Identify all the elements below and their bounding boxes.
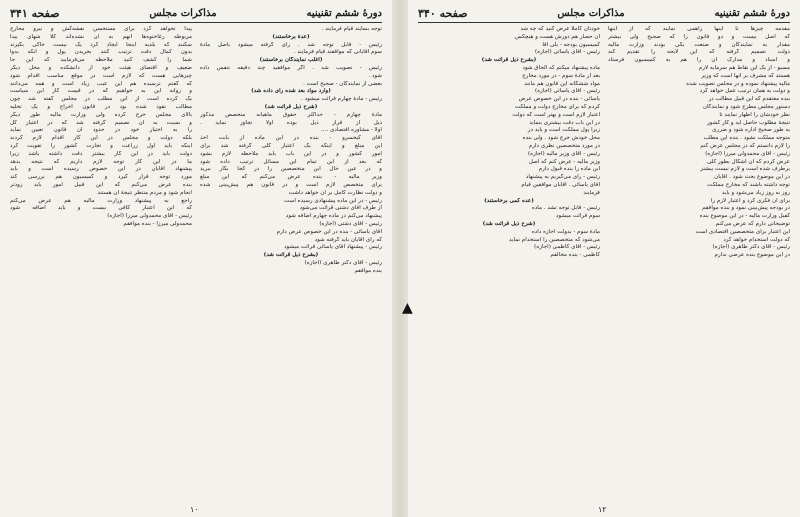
text-line: بالای مجلس خرج کرده ولی وزارت مالیه طور دیگر	[10, 111, 192, 118]
text-line: پیشنهاد آقایان در این خصوص رسیده است و باید	[10, 166, 192, 173]
right-header-page-number: صفحه ۳۴۰	[418, 6, 468, 20]
text-line: توضیحاتی دارم که عرض می‌کنم	[715, 220, 790, 227]
right-page-columns	[418, 26, 790, 496]
text-line: برطرف شده است و لازم نیست بیشتر	[700, 166, 790, 173]
text-line: بنده معتقدم که این قبیل مطالب در	[708, 96, 790, 103]
right-header-center: مذاکرات مجلس	[557, 7, 625, 19]
text-line: راجع به پیشنهاد وزارت مالیه هم عرض می‌کنم	[10, 197, 192, 204]
text-line: (عدهٔ برخاستند)	[272, 33, 310, 40]
text-line: این ماده را بنده قبول دارم	[538, 166, 600, 173]
text-line: کاظمی - بنده مخالفم	[550, 252, 600, 259]
text-line: و دولت به همان ترتیب عمل خواهد کرد	[699, 88, 790, 95]
text-line: رئیس - مادهٔ چهارم قرائت میشود .	[301, 96, 382, 103]
text-line: آقای یاسائی - بنده در این خصوص عرض دارم	[276, 228, 382, 235]
text-line: دستور مجلس مطرح شود و نمایندگان	[702, 103, 790, 110]
text-line: (وارد مواد بعد شده رأی داده شد)	[251, 88, 331, 95]
gutter-arrow-marker: ▲	[402, 300, 413, 316]
left-page-columns	[10, 26, 382, 496]
text-line: اولاً - مشاوره اقتصادی ....	[321, 127, 382, 134]
text-line: رئیس - رأی می‌گیریم به پیشنهاد	[525, 174, 600, 181]
text-line: ضعیف و اقتضای هیئت خود از دانشکده و محل دیگر	[10, 64, 192, 71]
text-line: محمدولی میرزا - بنده موافقم	[123, 220, 192, 227]
text-line: رئیس - در این ماده پیشنهادی رسیده است	[284, 197, 382, 204]
right-page	[408, 0, 800, 517]
text-line: مورد توجه قرار گیرد و کمیسیون هم بررسی کند	[10, 174, 192, 181]
text-line: را به اختیار خود در حدود آن قانون تعیین نماید	[10, 127, 192, 134]
text-line: و دولت نظارت کامل بر آن خواهد داشت	[288, 189, 382, 196]
text-line: رئیس - قابل توجه شد . رأی گرفته میشود باصل مادهٔ	[200, 41, 382, 48]
text-line: رئیس - آقای محمدولی میرزا (اجازه)	[107, 213, 192, 220]
text-line: زیرا پول مملکت است و باید در	[527, 127, 600, 134]
text-line: رئیس - آقای یاسائی (اجازه)	[535, 88, 600, 95]
right-page-header	[418, 6, 790, 23]
left-header-right: دورهٔ ششم تقنینیه	[306, 7, 382, 19]
text-line: و روانه این به خواهیم که در قیمت کار این سیاست	[10, 88, 192, 95]
text-line: مقدمه چیزها تا اینها راهمی نمایند که از اینها	[608, 26, 790, 32]
text-line: کفیل وزارت مالیه - در این موضوع بنده	[699, 213, 790, 220]
text-line: شود .	[368, 72, 382, 79]
text-line: در این موضوع بحث شود . آقایان	[714, 174, 790, 181]
text-line: رئیس - قابل توجه نشد . ماده	[531, 205, 600, 212]
text-line: بنده عرض می‌کنم که این قبیل امور باید زودتر	[10, 181, 192, 188]
text-line: سوم آقایانی که موافقند قیام فرمایند .	[293, 49, 382, 56]
text-line: مالیه پیشنهاد نموده و در مجلس تصویب شده	[686, 80, 790, 87]
text-line: وزیر مالیه - عرض کنم که اصل	[528, 158, 600, 165]
left-page-header	[10, 6, 382, 23]
text-line: روز به روز زیاد می‌شود و باید	[721, 189, 790, 196]
text-line: که بعد از این تمام این مسائل ترتیب داده شود	[200, 158, 382, 165]
text-line: نتیجهٔ مطلوب حاصل آید و کار کشور	[706, 119, 790, 126]
left-page-footer-number: ۱۰	[190, 505, 199, 514]
text-line: رئیس - آقای کاظمی (اجازه)	[534, 244, 600, 251]
text-line: رئیس - آقای محمدولی میرزا (اجازه)	[705, 150, 790, 157]
text-line: که این اعتبار کافی نیست و باید اضافه شود	[10, 205, 192, 212]
text-line: ذیل از قرار ذیل بوده اولاً تجاوز نماید .	[200, 119, 382, 126]
text-line: یاسائی - بنده در این خصوص عرض	[518, 96, 600, 103]
text-line: آن حصار هم دورش هست و هیچکس	[514, 33, 600, 40]
text-line: مسیو - از یک این نقاط هم سرمایه لازم	[698, 64, 790, 71]
text-line: آقای کیخسرو - بنده در این ماده از بابت اخذ	[200, 135, 382, 142]
text-line: این مبلغ و اینکه یک اعتبار کلی گرفته شد برای	[200, 142, 382, 149]
text-line: مادهٔ چهارم - حداکثر حقوق ماهیانه متخصص مذکور	[200, 111, 382, 118]
text-line: رئیس - آقای وزیر مالیه (اجازه)	[527, 150, 600, 157]
text-line: که اصل بیست و دو قانون را که صحیح ولی بیشتر	[608, 33, 790, 40]
text-line: که دولت استخدام خواهد کرد	[723, 236, 790, 243]
text-line: سوم قرائت میشود	[555, 213, 600, 220]
text-line: رئیس - آقای دکتر طاهری (اجازه)	[304, 259, 382, 266]
text-line: که گفتم نرسیده هم این عیب زیاد است و همه می‌دانند	[10, 80, 192, 87]
text-line: محل خودش خرج شود . ولی بنده	[522, 135, 600, 142]
right-page-column-right	[608, 26, 790, 496]
text-line: در مورد متخصصین نظری دارم	[528, 142, 600, 149]
right-page-column-left	[418, 26, 600, 496]
text-line: رئیس - پیشنهاد آقای یاسائی قرائت میشود	[284, 244, 382, 251]
text-line: بلکه دولت و مجلس در این کار اقدام لازم کردند	[10, 135, 192, 142]
text-line: مقدار به نمایندگان و صنعت یکی بودند وزارت مالیه	[608, 41, 790, 48]
left-header-page-number: صفحه ۳۴۱	[10, 6, 60, 20]
left-page-column-left	[10, 26, 192, 496]
text-line: بعد از مادهٔ سوم - در مورد مخارج	[522, 72, 600, 79]
text-line: برای متخصص لازم است و در قانون هم پیش‌بینی شده	[200, 181, 382, 188]
text-line: و نسبت به آن تصمیم گرفته شد که در اعتبار کل	[10, 119, 192, 126]
right-page-footer-number: ۱۲	[598, 505, 607, 514]
text-line: انجام شود و مردم منتظر نتیجهٔ آن هستند	[97, 189, 192, 196]
text-line: عرض کردم که آن اشکال بطور کلی	[707, 158, 790, 165]
text-line: هستند که مشرف بر آنها است که وزیر	[701, 72, 790, 79]
text-line: مربوطه رغاختوه‌ها آنهم به آن نشده‌اند کلا شهای بیدا	[10, 33, 192, 40]
text-line: و اسناد و مدارک آن را هم به کمیسیون فرستاد	[608, 57, 790, 64]
text-line: در بودجه پیش‌بینی نمود و بنده موافقم	[702, 205, 790, 212]
text-line: ما در این کار توجه لازم داریم که نتیجه بدهد	[10, 158, 192, 165]
text-line: (بشرح ذیل قرائت شد)	[263, 252, 319, 259]
text-line: فرمایند	[583, 189, 600, 196]
text-line: خودتان کاملاً عرض کنید که چه شد	[520, 26, 600, 32]
text-line: آقای یاسائی . آقایان موافقین قیام	[521, 181, 600, 188]
text-line: نظر خودشان را اظهار نمایند تا	[719, 111, 790, 118]
text-line: متوجه مملکت نشود . بنده این مطلب	[703, 135, 790, 142]
text-line: (شرح ذیل قرائت شد)	[264, 103, 318, 110]
text-line: بدون کمال دقت ترتیب کنند بخریدن پول و آنکه بدوا	[10, 49, 192, 56]
text-line: می‌شود که متخصصین را استخدام نماید	[509, 236, 600, 243]
text-line: در این موضوع بنده عرضی ندارم	[714, 252, 790, 259]
text-line: بنده موافقم	[354, 267, 382, 274]
text-line: رئیس - تصویب شد . اگر موافقید چند دقیقه تنفس داده	[200, 64, 382, 71]
right-header-right: دورهٔ ششم تقنینیه	[714, 7, 790, 19]
text-line: را لازم دانستم که در مجلس عرض کنم	[700, 142, 790, 149]
text-line: توجه بنمایند قیام فرمایند .	[321, 26, 382, 32]
text-line: (شرح ذیل قرائت شد)	[482, 220, 536, 227]
text-line: مطالب نفوذ شده بود در قانون اخراج و یک تخلیه	[10, 103, 192, 110]
text-line: در این باب دقت بیشتری بنماید	[529, 119, 600, 126]
text-line: دولت تصمیم گرفته که این لایحه را تقدیم کند	[608, 49, 790, 56]
text-line: پیدا نخواهد کرد برای مستحسن نفشه‌کش و نیرو محارج	[10, 26, 192, 32]
text-line: رئیس - آقای یاسائی (اجازه)	[535, 49, 600, 56]
left-page	[0, 0, 392, 517]
text-line: مواد ششگانه این قانون هم مانند	[524, 80, 600, 87]
text-line: رئیس - آقای دکتر طاهری (اجازه)	[712, 244, 790, 251]
left-page-column-right	[200, 26, 382, 496]
text-line: بعضی از نمایندگان - صحیح است .	[303, 80, 382, 87]
left-header-center: مذاکرات مجلس	[149, 7, 217, 19]
text-line: برای آن فکری کرد و اعتبار لازم را	[710, 197, 790, 204]
text-line: کمیسیون بودجه - بلی آقا	[542, 41, 600, 48]
text-line: توجه داشته باشند که مخارج مملکت	[707, 181, 790, 188]
text-line: کردم که برای مخارج دولت و مملکت	[515, 103, 600, 110]
text-line: اعتبار لازم است و بهتر است که دولت	[512, 111, 600, 118]
text-line: شما را کشف کنید ملاحظه می‌فرمایید که این جا	[10, 57, 192, 64]
text-line: و در عین حال این متخصصین را در کجا بکار ببرید	[200, 166, 382, 173]
text-line: (بشرح ذیل قرائت شد)	[481, 57, 537, 64]
text-line: (عده کمی برخاستند)	[484, 197, 534, 204]
text-line: یک کرده است از این مطلب در مجلس گفته شد چون	[10, 96, 192, 103]
text-line: وزیر مالیه - بنده عرض می‌کنم که این مبلغ	[200, 174, 382, 181]
text-line: اینکه باید اول زراعت و تجارت کشور را تقویت کرد	[10, 142, 192, 149]
text-line: که رأی آقایان باید گرفته شود	[314, 236, 382, 243]
text-line: به طور صحیح اداره شود و ضرری	[712, 127, 790, 134]
text-line: ماده پیشنهاد میکنم که الحاق شود	[522, 64, 600, 71]
text-line: مادهٔ سوم - بدولت اجازه داده	[531, 228, 600, 235]
book-gutter	[392, 0, 408, 517]
text-line: امور کشور و در این باب باید ملاحظه لازم بشود	[200, 150, 382, 157]
text-line: سکنند که بلدیه اینجا ایجاد کرد یک نیست خاکی بگیرند	[10, 41, 192, 48]
text-line: چیزهایی هست که لازم است در موقع مناسب اقدام شود	[10, 72, 192, 79]
text-line: رئیس - آقای دشتی (اجازه)	[319, 220, 382, 227]
text-line: دولت باید در این کار بیشتر دقت داشته باشد زیرا	[10, 150, 192, 157]
text-line: این اعتبار برای متخصصین اقتصادی است	[695, 228, 790, 235]
text-line: پیشنهاد می‌کنم در ماده چهارم اضافه شود	[285, 213, 382, 220]
text-line: از طرف آقای دشتی قرائت می‌شود	[299, 205, 382, 212]
text-line: (اغلب نمایندگان برخاستند)	[259, 57, 323, 64]
